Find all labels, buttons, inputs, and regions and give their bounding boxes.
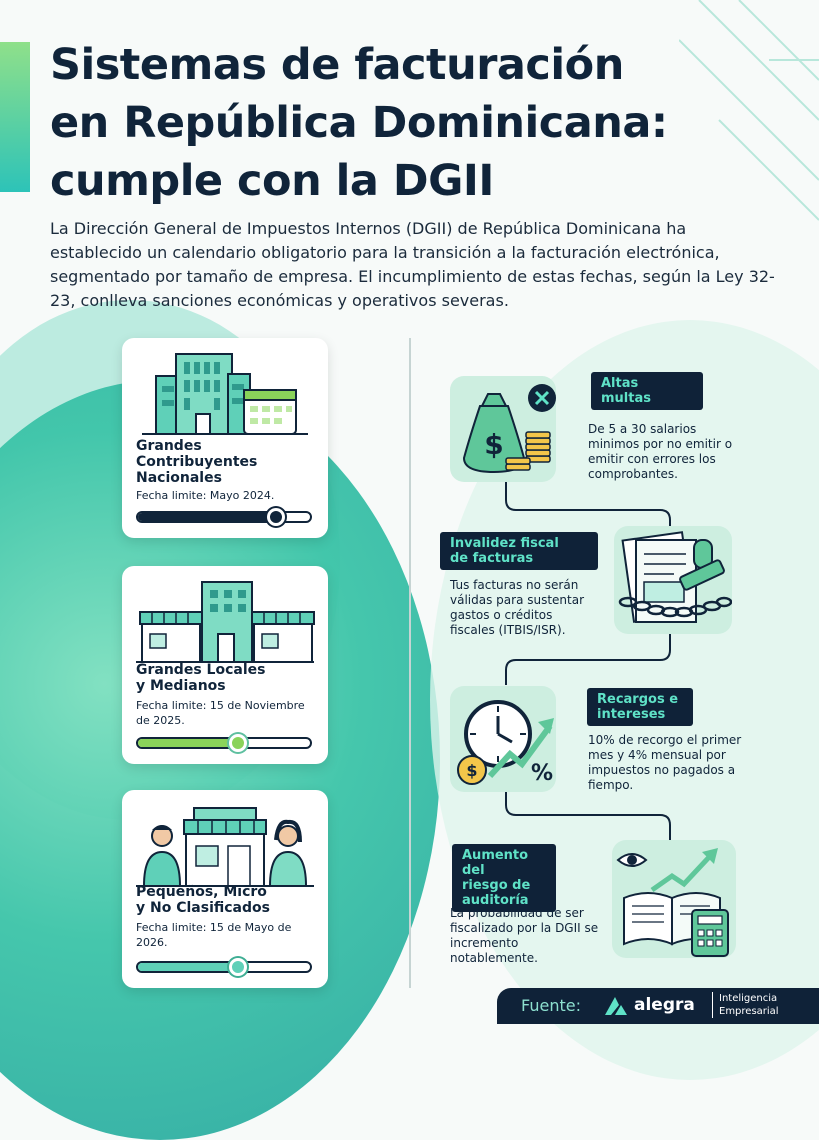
segment-card-grandes-locales	[122, 566, 328, 764]
svg-text:$: $	[484, 428, 504, 461]
intro-text: La Dirección General de Impuestos Internos (DGII) de República Dominicana ha establecido un calendario obligatorio para la transición a la facturación electrónica, segmentado por tamaño de empresa. El incumplimiento de estas fechas, según la Ley 32-23, conlleva sanciones económicas y operativos severas.	[50, 219, 775, 310]
audit-book-icon	[612, 840, 736, 958]
svg-text:$: $	[466, 761, 478, 780]
shop-owners-icon	[132, 796, 318, 892]
segment-deadline: Fecha limite: Mayo 2024.	[136, 489, 275, 502]
brand-name: alegra	[634, 995, 695, 1015]
progress-fill	[138, 739, 238, 747]
clock-growth-icon	[450, 686, 556, 792]
storefront-building-icon	[132, 572, 318, 668]
invoice-stamp-icon	[614, 526, 732, 634]
segment-card-grandes-contribuyentes	[122, 338, 328, 538]
alegra-logo-icon	[603, 995, 629, 1017]
source-footer	[497, 988, 819, 1024]
consequence-tag: Recargos e intereses	[587, 688, 693, 726]
segment-deadline: Fecha limite: 15 de Mayo de 2026.	[136, 921, 292, 949]
progress-knob	[267, 508, 285, 526]
progress-knob	[229, 958, 247, 976]
segment-title: Pequeños, Micro y No Clasificados	[136, 884, 270, 916]
consequence-description: De 5 a 30 salarios minimos por no emitir o emitir con errores los comprobantes.	[588, 422, 733, 481]
progress-bar	[136, 511, 312, 523]
consequence-description: La probabilidad de ser fiscalizado por la DGII se incremento notablemente.	[450, 906, 599, 965]
segment-title: Grandes Contribuyentes Nacionales	[136, 438, 258, 486]
segment-card-pequenos	[122, 790, 328, 988]
office-building-calendar-icon	[132, 344, 318, 440]
column-divider	[409, 338, 411, 988]
consequence-description: Tus facturas no serán válidas para sustentar gastos o créditos fiscales (ITBIS/ISR).	[450, 578, 585, 637]
progress-knob	[229, 734, 247, 752]
svg-text:%: %	[530, 761, 554, 786]
consequence-tag: Invalidez fiscal de facturas	[440, 532, 598, 570]
segment-deadline: Fecha limite: 15 de Noviembre de 2025.	[136, 699, 305, 727]
progress-fill	[138, 513, 276, 521]
consequence-tag: Altas multas	[591, 372, 703, 410]
progress-bar	[136, 961, 312, 973]
brand-tagline: Inteligencia Empresarial	[712, 992, 779, 1018]
money-bag-icon	[450, 376, 556, 482]
progress-bar	[136, 737, 312, 749]
segment-title: Grandes Locales y Medianos	[136, 662, 266, 694]
consequence-tag: Aumento del riesgo de auditoría	[452, 844, 556, 912]
consequence-description: 10% de recorgo el primer mes y 4% mensual por impuestos no pagados a fiempo.	[588, 733, 742, 792]
source-label: Fuente:	[521, 996, 581, 1015]
accent-bar	[0, 42, 30, 192]
progress-fill	[138, 963, 238, 971]
page-title: Sistemas de facturación en República Dominicana: cumple con la DGII	[50, 40, 668, 206]
